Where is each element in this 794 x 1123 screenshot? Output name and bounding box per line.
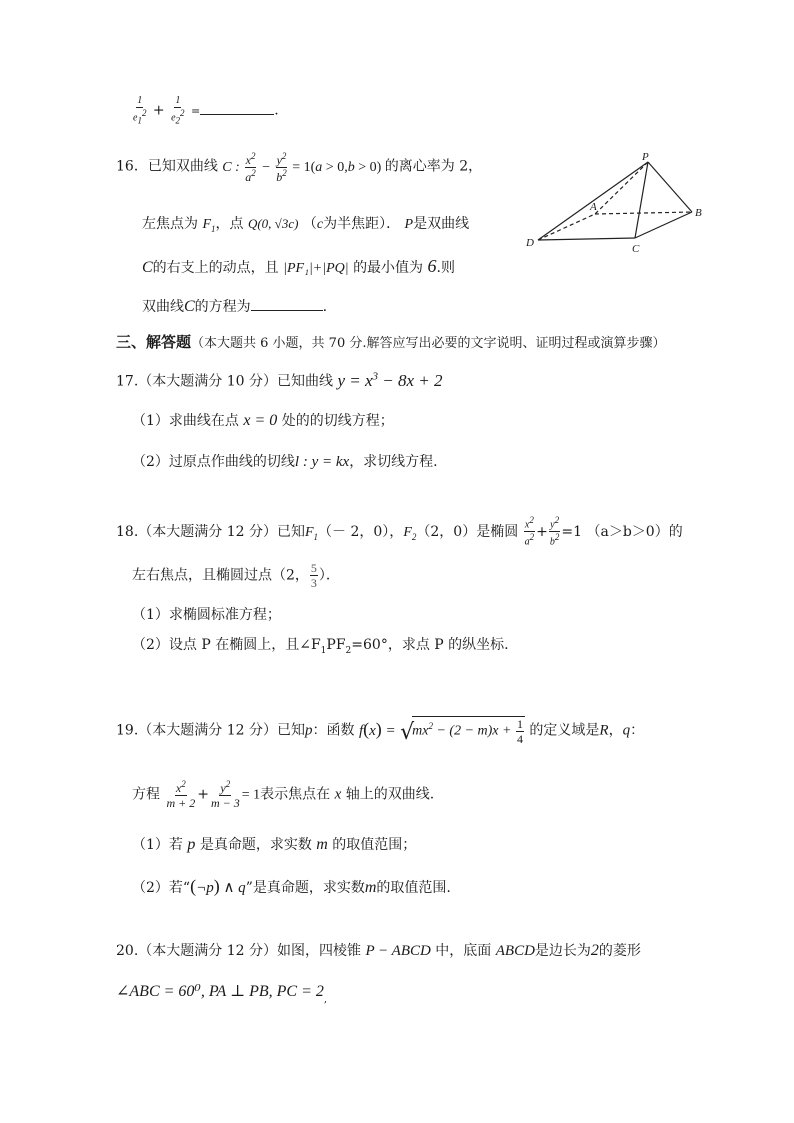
q16-text-4a: 双曲线 [142,299,184,315]
q19-text-b: ：函数 [312,722,355,739]
q18-frac-5-3: $\frac{5}{3}$ [310,561,317,590]
q18-text-b: （－ 2，0）， [318,523,404,540]
q17-head [116,370,443,391]
label-A: A [590,201,597,213]
q18-text-c: （2，0）是椭圆 [416,523,519,540]
q15-plus: + [152,102,165,119]
q18-text-p2a: （2）设点 P 在椭圆上，且∠F [132,637,321,653]
q19-p-2: p [187,836,196,853]
q16-text-1b: 的离心率为 2， [384,158,483,175]
q15-equals: = [191,104,201,118]
q17-curve-eq: $y = x^3 - 8x + 2$ [337,370,443,390]
label-P: P [642,151,649,163]
q16-text-1a: 16．已知双曲线 [116,158,218,175]
q20-head [116,940,641,960]
q19-text-p1a: （1）若 [132,837,183,853]
q16-point-Q: Q(0, √3c) [247,216,299,231]
q16-text-3b: 的右支上的动点，且 [152,260,279,276]
pyramid-figure [520,150,710,260]
q17-text-1b: 处的的切线方程； [281,413,394,429]
q19-part-2 [132,876,451,897]
q19-x-axis: x [334,786,342,803]
q16-curve-eq: C : $\frac{x^2}{a^2}$ − $\frac{y^2}{b^2}$ = 1(a > 0,b > 0) [222,151,382,184]
q19-text-d: ， [608,722,623,739]
q17-part-2 [132,451,438,471]
q19-radical: √ [400,719,415,745]
q17-part-1 [132,410,394,430]
q16-text-2a: 左焦点为 [142,216,198,232]
q16-abs-sum: |PF₁|+|PQ| [283,261,349,276]
q17-text-2a: （2）过原点作曲线的切线 [132,454,295,470]
q16-text-3d: 的最小值为 [353,260,424,276]
edge-PB [648,162,692,212]
q19-text-p2a: （2）若“ [132,880,191,896]
q19-q: q [622,722,631,739]
q16-text-2e: 为半焦距）． [323,216,401,232]
q16-min-value: 6 [427,256,437,276]
q20-comma: , [323,994,328,1005]
q16-text-4c: 的方程为 [194,299,251,315]
q15-frac-1: $\frac{1}{e_1^2}$ [133,95,147,126]
q19-logic-expr: (¬p) ∧ q [190,876,246,896]
q19-part-1 [132,834,416,854]
q17-x-eq-0: x = 0 [243,412,278,429]
q19-frac-x: $\frac{x^2}{m + 2}$ [166,779,196,810]
q17-text-1a: （1）求曲线在点 [132,413,239,429]
q16-C: C [142,259,153,276]
q18-line-2 [132,562,340,589]
q19-text-2a: 方程 [132,786,160,803]
section-3-note: （本大题共 6 小题，共 70 分.解答应写出必要的文字说明、证明过程或演算步骤） [191,336,666,351]
q16-text-4d: . [322,299,328,315]
edge-CB [635,212,692,238]
q16-answer-blank [251,309,323,311]
q19-line-2: 方程 $\frac{x^2}{m + 2}$ + $\frac{y^2}{m - 3}$ = 1表示焦点在 x 轴上的双曲线. [132,779,435,810]
q18-text-p1: （1）求椭圆标准方程； [132,607,281,623]
q19-head [116,716,644,745]
q17-text-2b: ，求切线方程. [349,454,438,470]
q17-tangent-eq: l : y = kx [294,454,350,470]
q18-text-p2c: =60°，求点 P 的纵坐标. [351,637,509,653]
q16-line-1 [116,152,482,183]
edge-DC [538,238,635,240]
q19-text-p1c: 的取值范围； [332,837,417,853]
q18-F2: $F_2$ [403,524,417,542]
q18-part-1 [132,604,281,624]
q18-F1: $F_1$ [304,524,319,542]
section-3-heading [116,331,666,352]
q16-F1: $F_1$ [202,217,216,234]
q17-text-head: 17.（本大题满分 10 分）已知曲线 [116,373,333,390]
q18-text-2b: ）． [318,567,340,584]
q20-text-c: 是边长为 [534,943,591,959]
q19-text-c: 的定义域是 [529,722,600,739]
q20-pyramid-name: P − ABCD [365,943,431,959]
q19-text-2c: 轴上的双曲线. [345,786,435,803]
q19-text-a: 19.（本大题满分 12 分）已知 [116,722,305,739]
q16-line-4 [142,296,327,316]
section-3-title: 三、解答题 [116,333,192,351]
q15-end: . [274,102,279,119]
q16-text-2b: ，点 [215,216,244,232]
q15-frac-2: $\frac{1}{e_2^2}$ [171,95,185,126]
q20-base-name: ABCD [495,943,535,959]
q18-text-a: 18.（本大题满分 12 分）已知 [116,523,305,540]
q18-head: 18.（本大题满分 12 分）已知$F_1(- 2$，0），$F_2(2$，0）是椭圆 $\frac{x^2}{a^2}$ + $\frac{y^2}{b^2}$ =1 （a＞b＞0）的 [116,515,683,548]
q19-R: R [599,722,609,739]
q16-C2: C [184,298,195,315]
q16-text-2g: 是双曲线 [413,216,470,232]
q19-text-e: ： [630,722,645,739]
q19-text-p2b: ”是真命题，求实数 [245,880,365,896]
q18-frac-y: $\frac{y^2}{b^2}$ [549,515,560,548]
q19-text-p1b: 是真命题，求实数 [199,837,312,853]
q15-tail [131,96,279,125]
q16-text-3f: .则 [436,260,455,276]
label-B: B [695,207,702,219]
q19-frac-y: $\frac{y^2}{m - 3}$ [210,779,240,810]
q20-side-length: 2 [590,942,599,959]
q19-f-x: f(x) = [358,718,396,739]
q19-text-p2c: 的取值范围. [376,880,451,896]
q18-text-p2b: PF [326,637,346,653]
q20-conditions: ∠ABC = 60⁰, PA ⊥ PB, PC = 2 [116,983,324,1000]
q18-part-2: （2）设点 P 在椭圆上，且$\angle F_1PF_2=60^\circ$，求点 P 的纵坐标. [132,637,509,656]
q18-frac-x: $\frac{x^2}{a^2}$ [524,515,535,548]
q19-m-2: m [364,879,377,896]
edge-AB [595,212,692,214]
q18-text-d: =1 （a＞b＞0）的 [561,523,683,540]
q19-m-1: m [316,836,328,853]
q19-radicand: $mx^2 - (2 - m)x$ + $\frac{1}{4}$ [412,717,523,746]
q16-text-2c: （ [302,216,317,232]
q16-line-2 [142,213,469,234]
q18-text-2a: 左右焦点，且椭圆过点（2， [132,567,309,584]
q19-p: p [304,722,313,739]
q20-text-e: 的菱形 [598,943,641,959]
q15-answer-blank [200,113,274,115]
edge-DA [538,214,595,240]
q20-line-2 [116,981,327,1005]
q16-P: P [404,217,414,232]
q20-text-a: 20.（本大题满分 12 分）如图，四棱锥 [116,943,361,959]
q20-text-b: 中，底面 [435,943,492,959]
q16-line-3 [142,256,455,277]
label-C: C [632,243,640,255]
label-D: D [526,237,534,249]
q16-c: c [316,217,324,232]
q19-text-2b: 表示焦点在 [260,786,331,803]
